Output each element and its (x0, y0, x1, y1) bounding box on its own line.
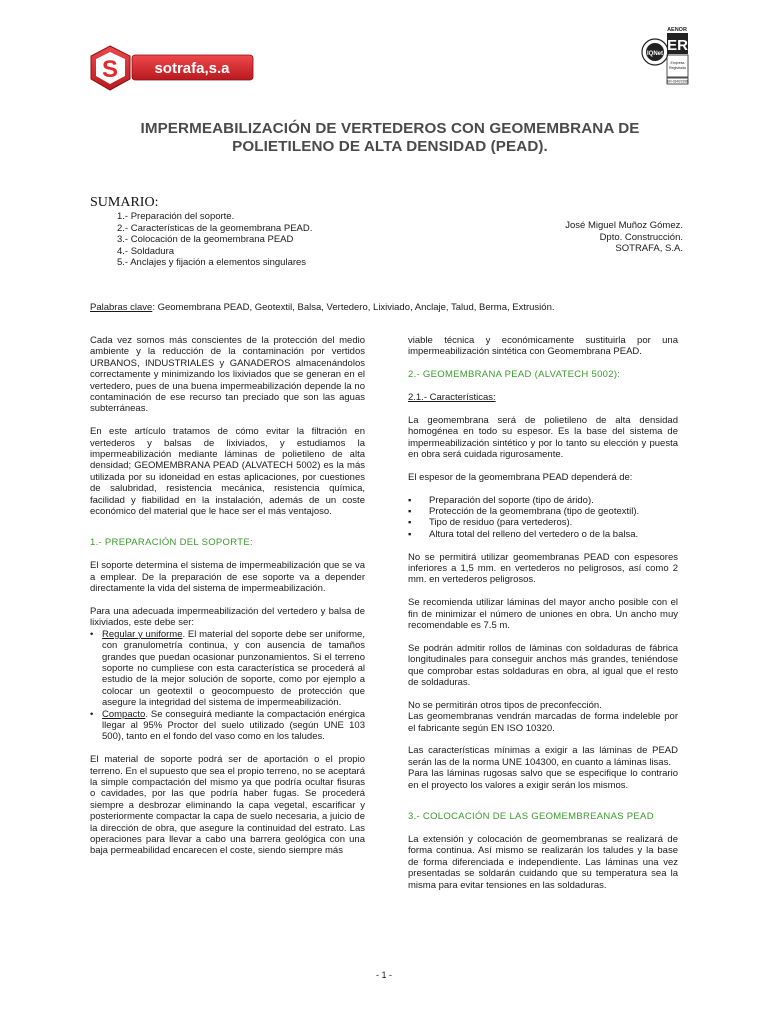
list-item: ▪ Altura total del relleno del vertedero o de la balsa. (408, 528, 639, 540)
author-company: SOTRAFA, S.A. (615, 243, 683, 254)
svg-text:ER: ER (667, 37, 688, 54)
paragraph: La extensión y colocación de geomembranas se realizará de forma continua. Así mismo se realizarán los taludes y la base de forma diferenciada e independiente. Las láminas una vez presentadas se soldarán cuidando que su temperatura sea la misma para evitar tensiones en las soldaduras. (408, 833, 678, 891)
list-item: ▪ Tipo de residuo (para vertederos). (408, 517, 573, 529)
section-heading-1: 1.- PREPARACIÓN DEL SOPORTE: (90, 537, 253, 549)
paragraph: Las características mínimas a exigir a las láminas de PEAD serán las de la norma UNE 104300, en cuanto a láminas lisas. (408, 745, 678, 768)
svg-text:Empresa: Empresa (670, 61, 685, 65)
paragraph: En este artículo tratamos de cómo evitar la filtración en vertederos y balsas de lixiviados, y estudiamos la impermeabilización mediante láminas de polietileno de alta densidad; GEOMEMBRANA PEAD (ALVATECH 5002) es la más utilizada por su idoneidad en estas aplicaciones, por cuestiones de salubridad, resistencia mecánica, resistencia química, facilidad y fiabilidad en la instalación, además de un coste económico del material que le hace ser el más ventajoso. (90, 426, 365, 518)
author-dept: Dpto. Construcción. (599, 231, 683, 243)
paragraph: Las geomembranas vendrán marcadas de forma indeleble por el fabricante según EN ISO 10320. (408, 711, 678, 734)
svg-text:IQNet: IQNet (646, 51, 664, 57)
brand-name: sotrafa,s.a (154, 60, 230, 77)
thickness-factors-list (408, 495, 678, 541)
sumario-heading: SUMARIO: (90, 195, 159, 210)
sumario-list (117, 211, 312, 269)
paragraph: No se permitirá utilizar geomembranas PEAD con espesores inferiores a 1,5 mm. en vertederos no peligrosos, así como 2 mm. en vertederos peligrosos. (408, 551, 678, 586)
paragraph: Se recomienda utilizar láminas del mayor ancho posible con el fin de minimizar el número de uniones en obra. Un ancho muy recomendable es 7.5 m. (408, 597, 678, 632)
paragraph: No se permitirán otros tipos de preconfección. (408, 699, 602, 711)
page-number: - 1 - (375, 970, 392, 980)
document-title: IMPERMEABILIZACIÓN DE VERTEDEROS CON GEOMEMBRANA DE POLIETILENO DE ALTA DENSIDAD (PEAD). (140, 120, 640, 155)
author-block (520, 220, 683, 255)
sotrafa-logo (88, 43, 258, 93)
svg-text:ER-0340/1998: ER-0340/1998 (667, 79, 688, 84)
paragraph: La geomembrana será de polietileno de alta densidad homogénea en todo su espesor. Es la base del sistema de impermeabilización sintético y por lo tanto su elección y puesta en obra será cuidada rigurosamente. (408, 414, 678, 461)
section-heading-3: 3.- COLOCACIÓN DE LAS GEOMEMBREANAS PEAD (408, 811, 654, 823)
sumario-item: 4.- Soldadura (117, 245, 175, 257)
section-heading-2: 2.- GEOMEMBRANA PEAD (ALVATECH 5002): (408, 369, 621, 381)
paragraph: Para una adecuada impermeabilización del vertedero y balsa de lixiviados, este debe ser: (90, 605, 365, 629)
keywords-label: Palabras clave (90, 302, 153, 313)
keywords (90, 302, 690, 313)
paragraph: El espesor de la geomembrana PEAD dependerá de: (408, 471, 633, 483)
author-name: José Miguel Muñoz Gómez. (565, 220, 683, 231)
paragraph: viable técnica y económicamente sustituirla por una impermeabilización sintética con Geomembrana PEAD. (408, 335, 678, 358)
sumario-item: 3.- Colocación de la geomembrana PEAD (117, 234, 294, 245)
list-item: • Regular y uniforme. El material del soporte debe ser uniforme, con granulometría continua, y con ausencia de tamaños grandes que puedan ocasionar punzonamientos. Si el terreno soporte no cumpliese con esta característica se procederá al estudio de la mejor solución de soporte, como por ejemplo a colocar un geotextil o geocompuesto de protección que asegure la integridad del sistema de impermeabilización. (90, 628, 365, 709)
paragraph: El soporte determina el sistema de impermeabilización que se va a emplear. De la preparación de ese soporte va a depender directamente la vida del sistema de impermeabilización. (90, 560, 365, 595)
paragraph: Para las láminas rugosas salvo que se especifique lo contrario en el proyecto los valores a exigir serán los mismos. (408, 768, 678, 791)
list-item: ▪ Protección de la geomembrana (tipo de geotextil). (408, 506, 640, 518)
column-left (90, 335, 365, 868)
subsection-heading: 2.1.- Características: (408, 392, 496, 403)
support-requirements-list (90, 629, 365, 743)
sumario-item: 1.- Preparación del soporte. (117, 211, 235, 222)
keywords-text: : Geomembrana PEAD, Geotextil, Balsa, Vertedero, Lixiviado, Anclaje, Talud, Berma, Extrusión. (152, 302, 555, 313)
sumario-item: 5.- Anclajes y fijación a elementos singulares (117, 257, 307, 268)
paragraph: Cada vez somos más conscientes de la protección del medio ambiente y la reducción de la contaminación por vertidos URBANOS, INDUSTRIALES y GANADEROS almacenándolos correctamente y minimizando los lixiviados que se generan en el vertedero, pues de una buena impermeabilización depende la no contaminación de ese recurso tan preciado que son las aguas subterráneas. (90, 335, 365, 415)
sumario-item: 2.- Características de la geomembrana PEAD. (117, 222, 313, 234)
svg-text:Registrada: Registrada (669, 66, 686, 70)
svg-text:S: S (101, 56, 119, 83)
list-item: ▪ Preparación del soporte (tipo de árido). (408, 494, 594, 506)
paragraph: El material de soporte podrá ser de aportación o el propio terreno. En el supuesto que sea el propio terreno, no se aceptará la simple compactación del mismo ya que podría ocultar fisuras o cavidades, por las que podría haber fugas. Se procederá siempre a desbrozar eliminando la capa vegetal, escarificar y posteriormente compactar la capa de suelo necesaria, a juicio de la dirección de obra, que asegure la continuidad del estrato. Las operaciones para llevar a cabo una barrera geológica con una baja permeabilidad encarecen el coste, siendo siempre más (90, 754, 365, 857)
list-item: • Compacto. Se conseguirá mediante la compactación enérgica llegar al 95% Proctor del suelo utilizado (según UNE 103 500), tanto en el fondo del vaso como en los taludes. (90, 708, 365, 743)
aenor-certification-seal (640, 22, 690, 94)
svg-text:AENOR: AENOR (667, 27, 687, 33)
column-right (408, 335, 678, 902)
paragraph: Se podrán admitir rollos de láminas con soldaduras de fábrica longitudinales para conseguir anchos más grandes, teniéndose que comprobar estas soldaduras en obra, al igual que el resto de soldaduras. (408, 642, 678, 689)
